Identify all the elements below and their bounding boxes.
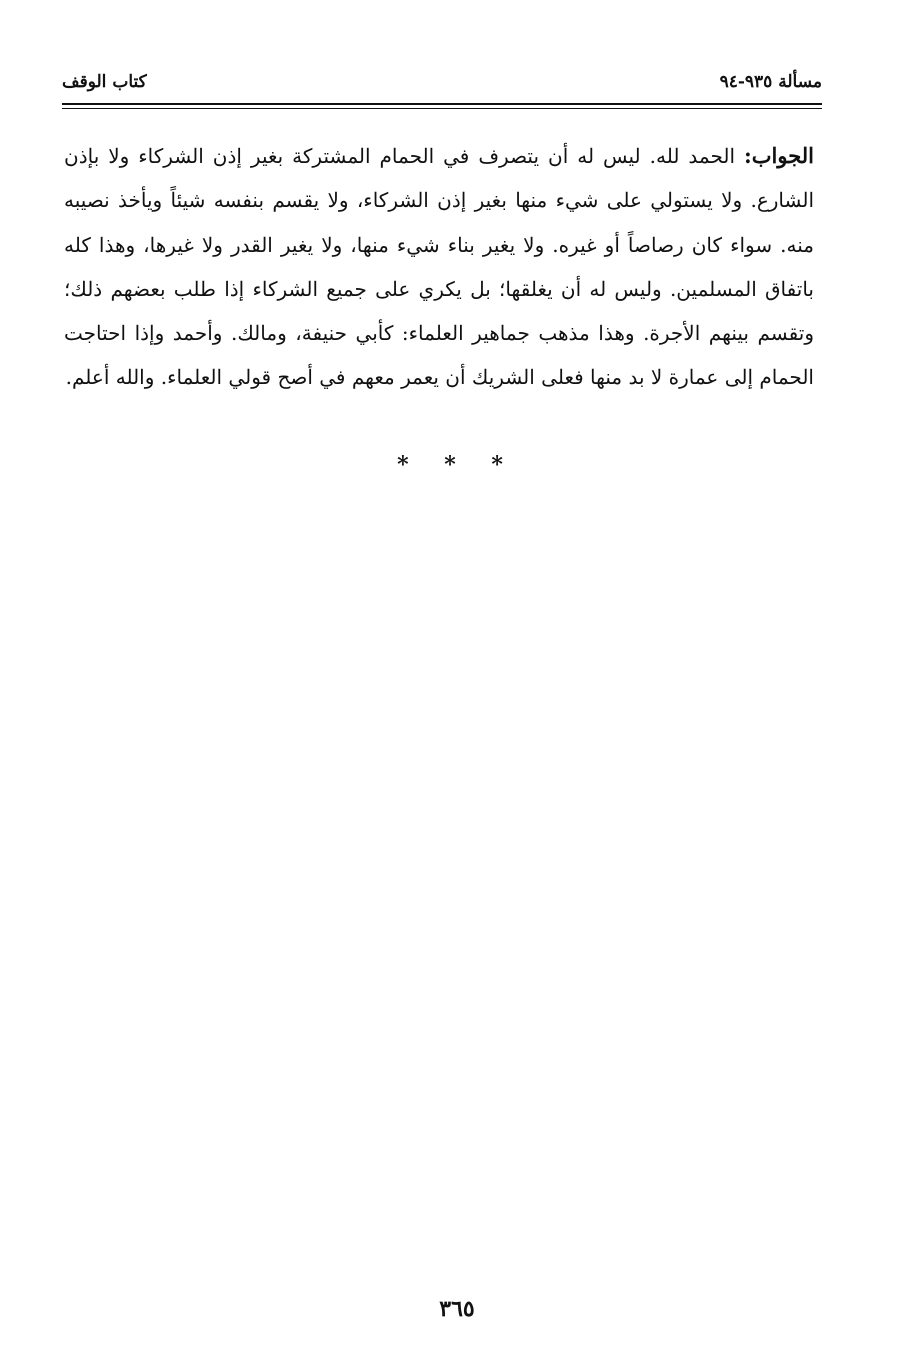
page-number: ٣٦٥ [439,1296,475,1322]
header-rule-thick [62,103,822,105]
section-separator: * * * [397,452,517,478]
answer-label: الجواب: [744,143,814,168]
answer-paragraph [64,134,814,400]
issue-number: مسألة ٩٣٥-٩٤ [719,72,822,92]
running-header [62,68,822,100]
book-title: كتاب الوقف [62,72,147,92]
header-rule-thin [62,108,822,109]
answer-text: الحمد لله. ليس له أن يتصرف في الحمام المشتركة بغير إذن الشركاء ولا بإذن الشارع. ولا يستولي على شيء منها بغير إذن الشركاء، ولا يقسم بنفسه شيئاً ويأخذ نصيبه منه. سواء كان رصاصاً أو غيره. ولا يغير بناء شيء منها، ولا يغير القدر ولا غيرها، وهذا كله باتفاق المسلمين. وليس له أن يغلقها؛ بل يكري على جميع الشركاء إذا طلب بعضهم ذلك؛ وتقسم بينهم الأجرة. وهذا مذهب جماهير العلماء: كأبي حنيفة، ومالك. وأحمد وإذا احتاجت الحمام إلى عمارة لا بد منها فعلى الشريك أن يعمر معهم في أصح قولي العلماء. والله أعلم. [64,144,814,390]
